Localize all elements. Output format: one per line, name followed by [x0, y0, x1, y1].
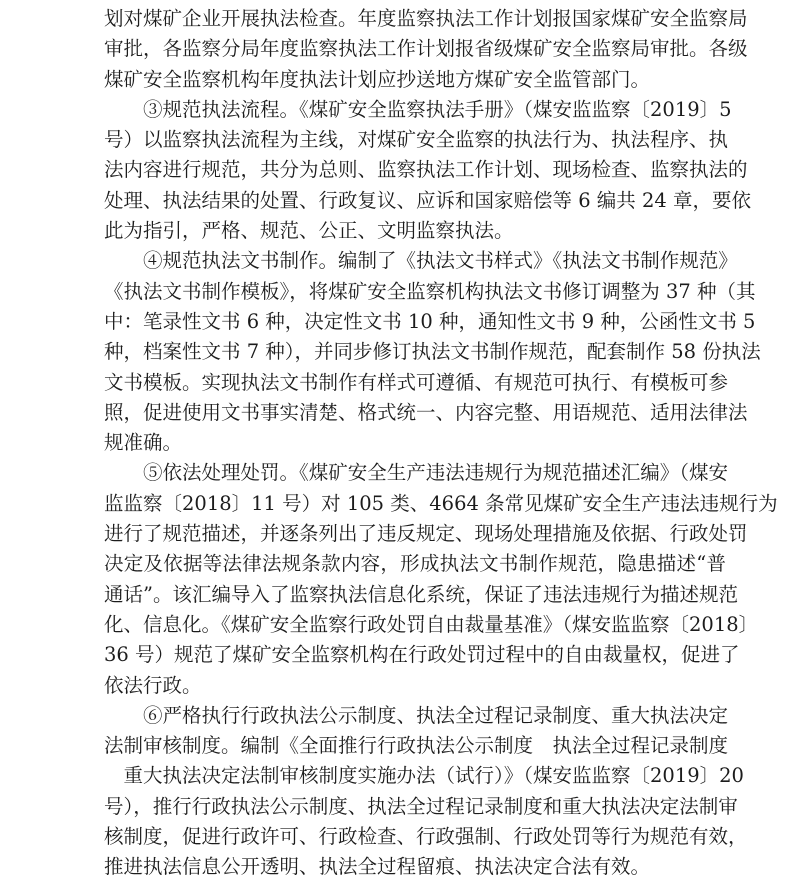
text-line: 法制审核制度。编制《全面推行行政执法公示制度 执法全过程记录制度 [104, 734, 729, 758]
text-line: 36 号）规范了煤矿安全监察机构在行政处罚过程中的自由裁量权，促进了 [104, 643, 740, 667]
text-line: 煤矿安全监察机构年度执法计划应抄送地方煤矿安全监管部门。 [104, 67, 651, 91]
text-line: 号），推行行政执法公示制度、执法全过程记录制度和重大执法决定法制审 [104, 794, 738, 818]
text-line: 号）以监察执法流程为主线，对煤矿安全监察的执法行为、执法程序、执 [104, 128, 729, 152]
paragraph-first-line: ⑤依法处理处罚。《煤矿安全生产违法违规行为规范描述汇编》（煤安 [143, 461, 729, 485]
text-line: 《执法文书制作模板》，将煤矿安全监察机构执法文书修订调整为 37 种（其 [104, 279, 756, 303]
text-line: 决定及依据等法律法规条款内容，形成执法文书制作规范，隐患描述“普 [104, 552, 726, 576]
text-line: 依法行政。 [104, 673, 202, 697]
text-line: 种，档案性文书 7 种），并同步修订执法文书制作规范，配套制作 58 份执法 [104, 340, 761, 364]
text-line: 通话”。该汇编导入了监察执法信息化系统，保证了违法违规行为描述规范 [104, 582, 738, 606]
paragraph-first-line: ⑥严格执行行政执法公示制度、执法全过程记录制度、重大执法决定 [143, 703, 729, 727]
text-line: 划对煤矿企业开展执法检查。年度监察执法工作计划报国家煤矿安全监察局 [104, 7, 748, 30]
text-line: 审批，各监察分局年度监察执法工作计划报省级煤矿安全监察局审批。各级 [104, 37, 748, 61]
text-line: 推进执法信息公开透明、执法全过程留痕、执法决定合法有效。 [104, 855, 651, 879]
text-line: 照，促进使用文书事实清楚、格式统一、内容完整、用语规范、适用法律法 [104, 400, 748, 424]
text-line: 此为指引，严格、规范、公正、文明监察执法。 [104, 219, 514, 243]
text-line: 文书模板。实现执法文书制作有样式可遵循、有规范可执行、有模板可参 [104, 370, 729, 394]
text-line: 核制度，促进行政许可、行政检查、行政强制、行政处罚等行为规范有效， [104, 825, 748, 849]
text-line: 化、信息化。《煤矿安全监察行政处罚自由裁量基准》（煤安监监察〔2018〕 [104, 612, 759, 636]
text-line: 规准确。 [104, 431, 183, 455]
text-line: 监监察〔2018〕11 号）对 105 类、4664 条常见煤矿安全生产违法违规行为 [104, 491, 778, 515]
text-line: 重大执法决定法制审核制度实施办法（试行）》（煤安监监察〔2019〕20 [104, 764, 744, 788]
text-line: 进行了规范描述，并逐条列出了违反规定、现场处理措施及依据、行政处罚 [104, 522, 748, 546]
body-text [104, 4, 778, 883]
text-line: 中：笔录性文书 6 种，决定性文书 10 种，通知性文书 9 种，公函性文书 5 [104, 309, 756, 333]
text-line: 处理、执法结果的处置、行政复议、应诉和国家赔偿等 6 编共 24 章，要依 [104, 188, 752, 212]
paragraph-first-line: ③规范执法流程。《煤矿安全监察执法手册》（煤安监监察〔2019〕5 [143, 97, 732, 121]
text-line: 法内容进行规范，共分为总则、监察执法工作计划、现场检查、监察执法的 [104, 158, 748, 182]
paragraph-first-line: ④规范执法文书制作。编制了《执法文书样式》《执法文书制作规范》 [143, 249, 738, 273]
